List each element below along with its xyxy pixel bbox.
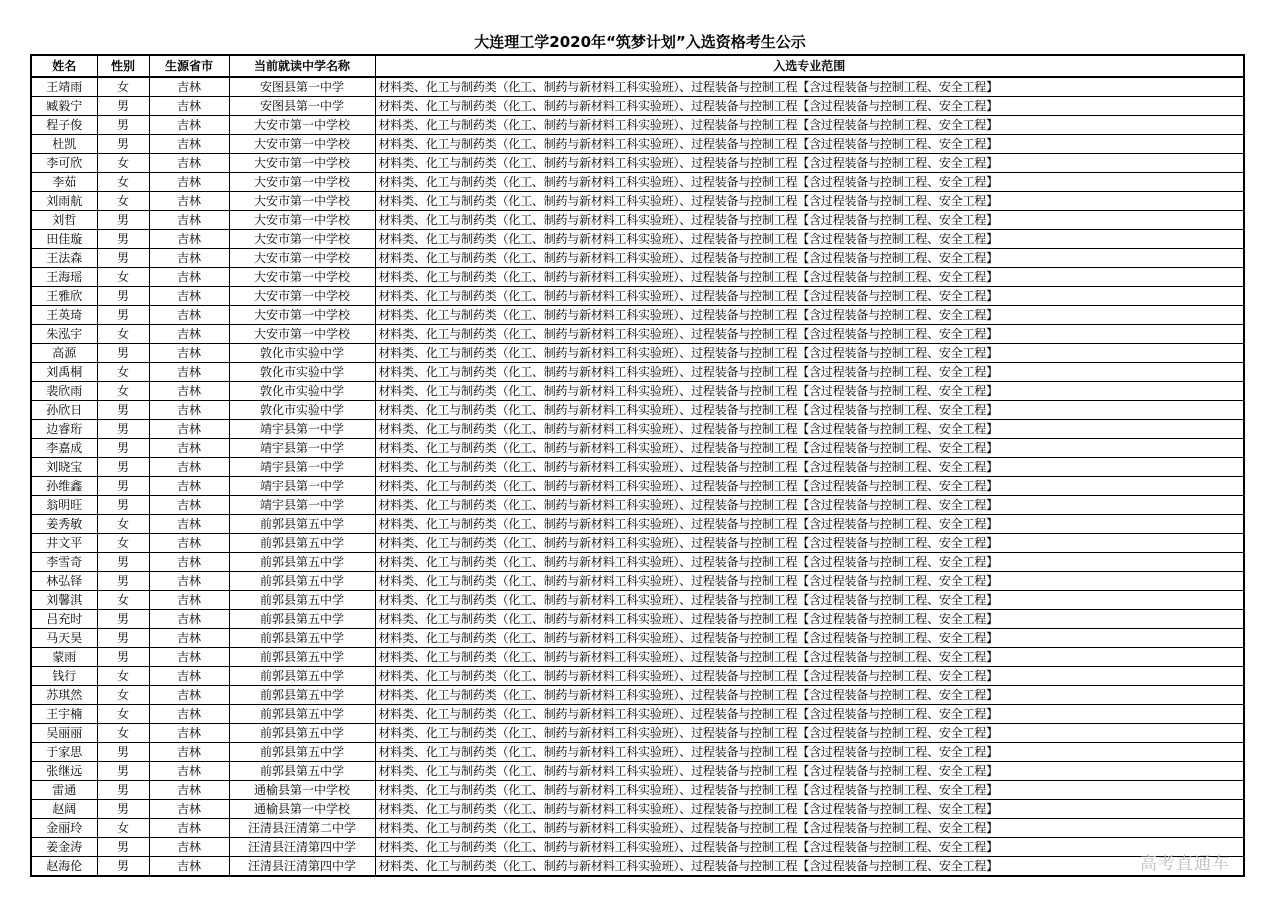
cell-school: 通榆县第一中学校 [229, 781, 375, 800]
cell-province: 吉林 [149, 515, 229, 534]
cell-name: 王海瑶 [31, 268, 97, 287]
cell-gender: 女 [97, 363, 149, 382]
cell-gender: 男 [97, 477, 149, 496]
cell-gender: 女 [97, 534, 149, 553]
table-row [31, 306, 1244, 325]
cell-province: 吉林 [149, 363, 229, 382]
cell-school: 前郭县第五中学 [229, 667, 375, 686]
cell-gender: 女 [97, 591, 149, 610]
cell-gender: 男 [97, 648, 149, 667]
cell-school: 大安市第一中学校 [229, 173, 375, 192]
cell-gender: 男 [97, 116, 149, 135]
cell-major-scope: 材料类、化工与制药类（化工、制药与新材料工科实验班）、过程装备与控制工程【含过程装备与控制工程、安全工程】 [375, 439, 1244, 458]
cell-name: 吕充时 [31, 610, 97, 629]
cell-school: 汪清县汪清第二中学 [229, 819, 375, 838]
cell-major-scope: 材料类、化工与制药类（化工、制药与新材料工科实验班）、过程装备与控制工程【含过程装备与控制工程、安全工程】 [375, 648, 1244, 667]
cell-name: 程子俊 [31, 116, 97, 135]
cell-school: 前郭县第五中学 [229, 743, 375, 762]
cell-school: 大安市第一中学校 [229, 154, 375, 173]
cell-major-scope: 材料类、化工与制药类（化工、制药与新材料工科实验班）、过程装备与控制工程【含过程装备与控制工程、安全工程】 [375, 496, 1244, 515]
cell-major-scope: 材料类、化工与制药类（化工、制药与新材料工科实验班）、过程装备与控制工程【含过程装备与控制工程、安全工程】 [375, 629, 1244, 648]
cell-major-scope: 材料类、化工与制药类（化工、制药与新材料工科实验班）、过程装备与控制工程【含过程装备与控制工程、安全工程】 [375, 192, 1244, 211]
cell-province: 吉林 [149, 648, 229, 667]
table-row [31, 705, 1244, 724]
cell-gender: 男 [97, 135, 149, 154]
cell-major-scope: 材料类、化工与制药类（化工、制药与新材料工科实验班）、过程装备与控制工程【含过程装备与控制工程、安全工程】 [375, 306, 1244, 325]
table-body [31, 77, 1244, 876]
cell-school: 前郭县第五中学 [229, 553, 375, 572]
cell-province: 吉林 [149, 154, 229, 173]
cell-province: 吉林 [149, 591, 229, 610]
cell-province: 吉林 [149, 762, 229, 781]
table-row [31, 781, 1244, 800]
cell-school: 大安市第一中学校 [229, 306, 375, 325]
cell-gender: 男 [97, 420, 149, 439]
cell-province: 吉林 [149, 553, 229, 572]
table-row [31, 800, 1244, 819]
cell-name: 姜金涛 [31, 838, 97, 857]
cell-province: 吉林 [149, 173, 229, 192]
cell-province: 吉林 [149, 477, 229, 496]
cell-name: 李可欣 [31, 154, 97, 173]
cell-major-scope: 材料类、化工与制药类（化工、制药与新材料工科实验班）、过程装备与控制工程【含过程装备与控制工程、安全工程】 [375, 77, 1244, 97]
table-row [31, 268, 1244, 287]
table-row [31, 192, 1244, 211]
cell-province: 吉林 [149, 97, 229, 116]
cell-province: 吉林 [149, 857, 229, 877]
cell-school: 靖宇县第一中学 [229, 439, 375, 458]
cell-school: 前郭县第五中学 [229, 591, 375, 610]
cell-major-scope: 材料类、化工与制药类（化工、制药与新材料工科实验班）、过程装备与控制工程【含过程装备与控制工程、安全工程】 [375, 287, 1244, 306]
cell-major-scope: 材料类、化工与制药类（化工、制药与新材料工科实验班）、过程装备与控制工程【含过程装备与控制工程、安全工程】 [375, 515, 1244, 534]
table-row [31, 572, 1244, 591]
cell-name: 刘馨淇 [31, 591, 97, 610]
cell-gender: 男 [97, 762, 149, 781]
cell-province: 吉林 [149, 743, 229, 762]
table-row [31, 515, 1244, 534]
cell-name: 钱行 [31, 667, 97, 686]
cell-province: 吉林 [149, 135, 229, 154]
table-row [31, 591, 1244, 610]
cell-school: 大安市第一中学校 [229, 287, 375, 306]
cell-major-scope: 材料类、化工与制药类（化工、制药与新材料工科实验班）、过程装备与控制工程【含过程装备与控制工程、安全工程】 [375, 781, 1244, 800]
cell-gender: 男 [97, 781, 149, 800]
cell-school: 通榆县第一中学校 [229, 800, 375, 819]
table-row [31, 97, 1244, 116]
cell-school: 前郭县第五中学 [229, 534, 375, 553]
cell-province: 吉林 [149, 781, 229, 800]
table-row [31, 629, 1244, 648]
cell-school: 前郭县第五中学 [229, 705, 375, 724]
cell-school: 靖宇县第一中学 [229, 496, 375, 515]
cell-major-scope: 材料类、化工与制药类（化工、制药与新材料工科实验班）、过程装备与控制工程【含过程装备与控制工程、安全工程】 [375, 135, 1244, 154]
cell-province: 吉林 [149, 686, 229, 705]
cell-name: 姜秀敏 [31, 515, 97, 534]
table-row [31, 420, 1244, 439]
cell-province: 吉林 [149, 401, 229, 420]
cell-name: 于家思 [31, 743, 97, 762]
cell-major-scope: 材料类、化工与制药类（化工、制药与新材料工科实验班）、过程装备与控制工程【含过程装备与控制工程、安全工程】 [375, 173, 1244, 192]
cell-name: 王靖雨 [31, 77, 97, 97]
table-row [31, 439, 1244, 458]
cell-province: 吉林 [149, 211, 229, 230]
cell-major-scope: 材料类、化工与制药类（化工、制药与新材料工科实验班）、过程装备与控制工程【含过程装备与控制工程、安全工程】 [375, 477, 1244, 496]
cell-province: 吉林 [149, 382, 229, 401]
cell-major-scope: 材料类、化工与制药类（化工、制药与新材料工科实验班）、过程装备与控制工程【含过程装备与控制工程、安全工程】 [375, 819, 1244, 838]
cell-gender: 男 [97, 439, 149, 458]
table-row [31, 458, 1244, 477]
cell-gender: 男 [97, 629, 149, 648]
cell-name: 翁明旺 [31, 496, 97, 515]
table-row [31, 496, 1244, 515]
cell-school: 敦化市实验中学 [229, 363, 375, 382]
cell-gender: 女 [97, 686, 149, 705]
cell-name: 孙维鑫 [31, 477, 97, 496]
cell-major-scope: 材料类、化工与制药类（化工、制药与新材料工科实验班）、过程装备与控制工程【含过程装备与控制工程、安全工程】 [375, 686, 1244, 705]
cell-school: 安图县第一中学 [229, 77, 375, 97]
table-row [31, 135, 1244, 154]
cell-school: 敦化市实验中学 [229, 382, 375, 401]
cell-name: 赵阔 [31, 800, 97, 819]
cell-province: 吉林 [149, 572, 229, 591]
cell-province: 吉林 [149, 800, 229, 819]
cell-major-scope: 材料类、化工与制药类（化工、制药与新材料工科实验班）、过程装备与控制工程【含过程装备与控制工程、安全工程】 [375, 344, 1244, 363]
cell-name: 李雪奇 [31, 553, 97, 572]
cell-province: 吉林 [149, 249, 229, 268]
cell-name: 王法森 [31, 249, 97, 268]
cell-gender: 男 [97, 496, 149, 515]
cell-gender: 男 [97, 572, 149, 591]
cell-name: 刘雨航 [31, 192, 97, 211]
cell-province: 吉林 [149, 819, 229, 838]
cell-gender: 女 [97, 705, 149, 724]
table-row [31, 230, 1244, 249]
cell-name: 田佳璇 [31, 230, 97, 249]
cell-major-scope: 材料类、化工与制药类（化工、制药与新材料工科实验班）、过程装备与控制工程【含过程装备与控制工程、安全工程】 [375, 838, 1244, 857]
cell-name: 马天昊 [31, 629, 97, 648]
cell-gender: 女 [97, 515, 149, 534]
cell-school: 大安市第一中学校 [229, 192, 375, 211]
cell-gender: 女 [97, 382, 149, 401]
watermark: 高考直通车 [1140, 854, 1230, 874]
cell-province: 吉林 [149, 287, 229, 306]
cell-name: 林弘铎 [31, 572, 97, 591]
cell-school: 靖宇县第一中学 [229, 458, 375, 477]
cell-school: 安图县第一中学 [229, 97, 375, 116]
cell-gender: 男 [97, 743, 149, 762]
cell-school: 前郭县第五中学 [229, 610, 375, 629]
cell-name: 臧毅宁 [31, 97, 97, 116]
candidate-table [30, 54, 1245, 877]
table-row [31, 211, 1244, 230]
cell-school: 大安市第一中学校 [229, 325, 375, 344]
cell-name: 刘晓宝 [31, 458, 97, 477]
cell-major-scope: 材料类、化工与制药类（化工、制药与新材料工科实验班）、过程装备与控制工程【含过程装备与控制工程、安全工程】 [375, 857, 1244, 877]
cell-province: 吉林 [149, 325, 229, 344]
cell-name: 李嘉成 [31, 439, 97, 458]
cell-major-scope: 材料类、化工与制药类（化工、制药与新材料工科实验班）、过程装备与控制工程【含过程装备与控制工程、安全工程】 [375, 610, 1244, 629]
cell-province: 吉林 [149, 705, 229, 724]
cell-school: 汪清县汪清第四中学 [229, 838, 375, 857]
cell-major-scope: 材料类、化工与制药类（化工、制药与新材料工科实验班）、过程装备与控制工程【含过程装备与控制工程、安全工程】 [375, 325, 1244, 344]
cell-major-scope: 材料类、化工与制药类（化工、制药与新材料工科实验班）、过程装备与控制工程【含过程装备与控制工程、安全工程】 [375, 401, 1244, 420]
cell-gender: 女 [97, 819, 149, 838]
table-row [31, 287, 1244, 306]
cell-gender: 男 [97, 800, 149, 819]
cell-gender: 女 [97, 724, 149, 743]
cell-province: 吉林 [149, 344, 229, 363]
cell-name: 金丽玲 [31, 819, 97, 838]
table-row [31, 857, 1244, 877]
cell-major-scope: 材料类、化工与制药类（化工、制药与新材料工科实验班）、过程装备与控制工程【含过程装备与控制工程、安全工程】 [375, 800, 1244, 819]
cell-school: 大安市第一中学校 [229, 135, 375, 154]
cell-name: 蒙雨 [31, 648, 97, 667]
cell-name: 李茹 [31, 173, 97, 192]
cell-province: 吉林 [149, 192, 229, 211]
cell-school: 大安市第一中学校 [229, 211, 375, 230]
cell-school: 前郭县第五中学 [229, 686, 375, 705]
table-row [31, 667, 1244, 686]
cell-name: 朱泓宇 [31, 325, 97, 344]
cell-name: 高源 [31, 344, 97, 363]
table-row [31, 819, 1244, 838]
cell-gender: 男 [97, 249, 149, 268]
table-row [31, 838, 1244, 857]
cell-name: 赵海伦 [31, 857, 97, 877]
cell-gender: 男 [97, 306, 149, 325]
cell-school: 前郭县第五中学 [229, 629, 375, 648]
cell-major-scope: 材料类、化工与制药类（化工、制药与新材料工科实验班）、过程装备与控制工程【含过程装备与控制工程、安全工程】 [375, 116, 1244, 135]
cell-school: 前郭县第五中学 [229, 762, 375, 781]
table-row [31, 686, 1244, 705]
table-row [31, 553, 1244, 572]
cell-province: 吉林 [149, 534, 229, 553]
cell-gender: 男 [97, 401, 149, 420]
cell-gender: 男 [97, 610, 149, 629]
cell-major-scope: 材料类、化工与制药类（化工、制药与新材料工科实验班）、过程装备与控制工程【含过程装备与控制工程、安全工程】 [375, 382, 1244, 401]
cell-gender: 女 [97, 173, 149, 192]
cell-major-scope: 材料类、化工与制药类（化工、制药与新材料工科实验班）、过程装备与控制工程【含过程装备与控制工程、安全工程】 [375, 268, 1244, 287]
table-row [31, 116, 1244, 135]
cell-name: 井文平 [31, 534, 97, 553]
cell-major-scope: 材料类、化工与制药类（化工、制药与新材料工科实验班）、过程装备与控制工程【含过程装备与控制工程、安全工程】 [375, 762, 1244, 781]
table-row [31, 173, 1244, 192]
cell-gender: 女 [97, 77, 149, 97]
cell-school: 敦化市实验中学 [229, 401, 375, 420]
cell-name: 刘哲 [31, 211, 97, 230]
cell-name: 王宇楠 [31, 705, 97, 724]
cell-province: 吉林 [149, 610, 229, 629]
cell-province: 吉林 [149, 306, 229, 325]
cell-province: 吉林 [149, 116, 229, 135]
cell-gender: 男 [97, 97, 149, 116]
cell-province: 吉林 [149, 77, 229, 97]
cell-province: 吉林 [149, 268, 229, 287]
table-row [31, 401, 1244, 420]
cell-major-scope: 材料类、化工与制药类（化工、制药与新材料工科实验班）、过程装备与控制工程【含过程装备与控制工程、安全工程】 [375, 724, 1244, 743]
cell-major-scope: 材料类、化工与制药类（化工、制药与新材料工科实验班）、过程装备与控制工程【含过程装备与控制工程、安全工程】 [375, 154, 1244, 173]
cell-name: 边睿珩 [31, 420, 97, 439]
cell-gender: 男 [97, 287, 149, 306]
cell-major-scope: 材料类、化工与制药类（化工、制药与新材料工科实验班）、过程装备与控制工程【含过程装备与控制工程、安全工程】 [375, 420, 1244, 439]
table-row [31, 648, 1244, 667]
cell-name: 杜凯 [31, 135, 97, 154]
cell-school: 前郭县第五中学 [229, 648, 375, 667]
cell-gender: 女 [97, 667, 149, 686]
cell-major-scope: 材料类、化工与制药类（化工、制药与新材料工科实验班）、过程装备与控制工程【含过程装备与控制工程、安全工程】 [375, 363, 1244, 382]
table-row [31, 610, 1244, 629]
table-row [31, 325, 1244, 344]
cell-major-scope: 材料类、化工与制药类（化工、制药与新材料工科实验班）、过程装备与控制工程【含过程装备与控制工程、安全工程】 [375, 249, 1244, 268]
cell-name: 吴丽丽 [31, 724, 97, 743]
cell-province: 吉林 [149, 724, 229, 743]
cell-school: 大安市第一中学校 [229, 230, 375, 249]
cell-name: 裴欣雨 [31, 382, 97, 401]
cell-name: 张继远 [31, 762, 97, 781]
cell-province: 吉林 [149, 667, 229, 686]
cell-school: 前郭县第五中学 [229, 572, 375, 591]
table-row [31, 77, 1244, 97]
table-row [31, 363, 1244, 382]
header-major-scope: 入选专业范围 [375, 55, 1244, 77]
page-title: 大连理工学2020年“筑梦计划”入选资格考生公示 [474, 33, 806, 51]
header-name: 姓名 [31, 55, 97, 77]
cell-province: 吉林 [149, 420, 229, 439]
table-row [31, 344, 1244, 363]
cell-gender: 男 [97, 211, 149, 230]
cell-major-scope: 材料类、化工与制药类（化工、制药与新材料工科实验班）、过程装备与控制工程【含过程装备与控制工程、安全工程】 [375, 667, 1244, 686]
header-province: 生源省市 [149, 55, 229, 77]
table-row [31, 477, 1244, 496]
table-row [31, 382, 1244, 401]
cell-name: 苏琪然 [31, 686, 97, 705]
cell-name: 刘禹桐 [31, 363, 97, 382]
table-row [31, 154, 1244, 173]
cell-gender: 男 [97, 838, 149, 857]
cell-gender: 男 [97, 857, 149, 877]
cell-gender: 女 [97, 154, 149, 173]
table-row [31, 724, 1244, 743]
cell-school: 靖宇县第一中学 [229, 420, 375, 439]
cell-school: 大安市第一中学校 [229, 116, 375, 135]
cell-province: 吉林 [149, 496, 229, 515]
cell-school: 前郭县第五中学 [229, 515, 375, 534]
cell-gender: 男 [97, 458, 149, 477]
cell-school: 大安市第一中学校 [229, 268, 375, 287]
cell-province: 吉林 [149, 230, 229, 249]
cell-school: 汪清县汪清第四中学 [229, 857, 375, 877]
cell-school: 靖宇县第一中学 [229, 477, 375, 496]
header-school: 当前就读中学名称 [229, 55, 375, 77]
cell-province: 吉林 [149, 629, 229, 648]
cell-gender: 男 [97, 344, 149, 363]
table-header-row [31, 55, 1244, 77]
cell-major-scope: 材料类、化工与制药类（化工、制药与新材料工科实验班）、过程装备与控制工程【含过程装备与控制工程、安全工程】 [375, 211, 1244, 230]
cell-gender: 男 [97, 553, 149, 572]
cell-name: 雷通 [31, 781, 97, 800]
cell-school: 前郭县第五中学 [229, 724, 375, 743]
cell-name: 王英琦 [31, 306, 97, 325]
cell-gender: 女 [97, 325, 149, 344]
table-row [31, 762, 1244, 781]
cell-gender: 女 [97, 192, 149, 211]
cell-major-scope: 材料类、化工与制药类（化工、制药与新材料工科实验班）、过程装备与控制工程【含过程装备与控制工程、安全工程】 [375, 705, 1244, 724]
cell-gender: 男 [97, 230, 149, 249]
cell-province: 吉林 [149, 439, 229, 458]
cell-major-scope: 材料类、化工与制药类（化工、制药与新材料工科实验班）、过程装备与控制工程【含过程装备与控制工程、安全工程】 [375, 743, 1244, 762]
table-row [31, 534, 1244, 553]
cell-name: 孙欣日 [31, 401, 97, 420]
cell-major-scope: 材料类、化工与制药类（化工、制药与新材料工科实验班）、过程装备与控制工程【含过程装备与控制工程、安全工程】 [375, 553, 1244, 572]
cell-gender: 女 [97, 268, 149, 287]
cell-major-scope: 材料类、化工与制药类（化工、制药与新材料工科实验班）、过程装备与控制工程【含过程装备与控制工程、安全工程】 [375, 534, 1244, 553]
cell-major-scope: 材料类、化工与制药类（化工、制药与新材料工科实验班）、过程装备与控制工程【含过程装备与控制工程、安全工程】 [375, 572, 1244, 591]
cell-province: 吉林 [149, 458, 229, 477]
cell-school: 敦化市实验中学 [229, 344, 375, 363]
table-row [31, 743, 1244, 762]
cell-major-scope: 材料类、化工与制药类（化工、制药与新材料工科实验班）、过程装备与控制工程【含过程装备与控制工程、安全工程】 [375, 97, 1244, 116]
header-gender: 性别 [97, 55, 149, 77]
cell-major-scope: 材料类、化工与制药类（化工、制药与新材料工科实验班）、过程装备与控制工程【含过程装备与控制工程、安全工程】 [375, 458, 1244, 477]
cell-name: 王雅欣 [31, 287, 97, 306]
cell-major-scope: 材料类、化工与制药类（化工、制药与新材料工科实验班）、过程装备与控制工程【含过程装备与控制工程、安全工程】 [375, 230, 1244, 249]
cell-province: 吉林 [149, 838, 229, 857]
cell-school: 大安市第一中学校 [229, 249, 375, 268]
cell-major-scope: 材料类、化工与制药类（化工、制药与新材料工科实验班）、过程装备与控制工程【含过程装备与控制工程、安全工程】 [375, 591, 1244, 610]
table-row [31, 249, 1244, 268]
